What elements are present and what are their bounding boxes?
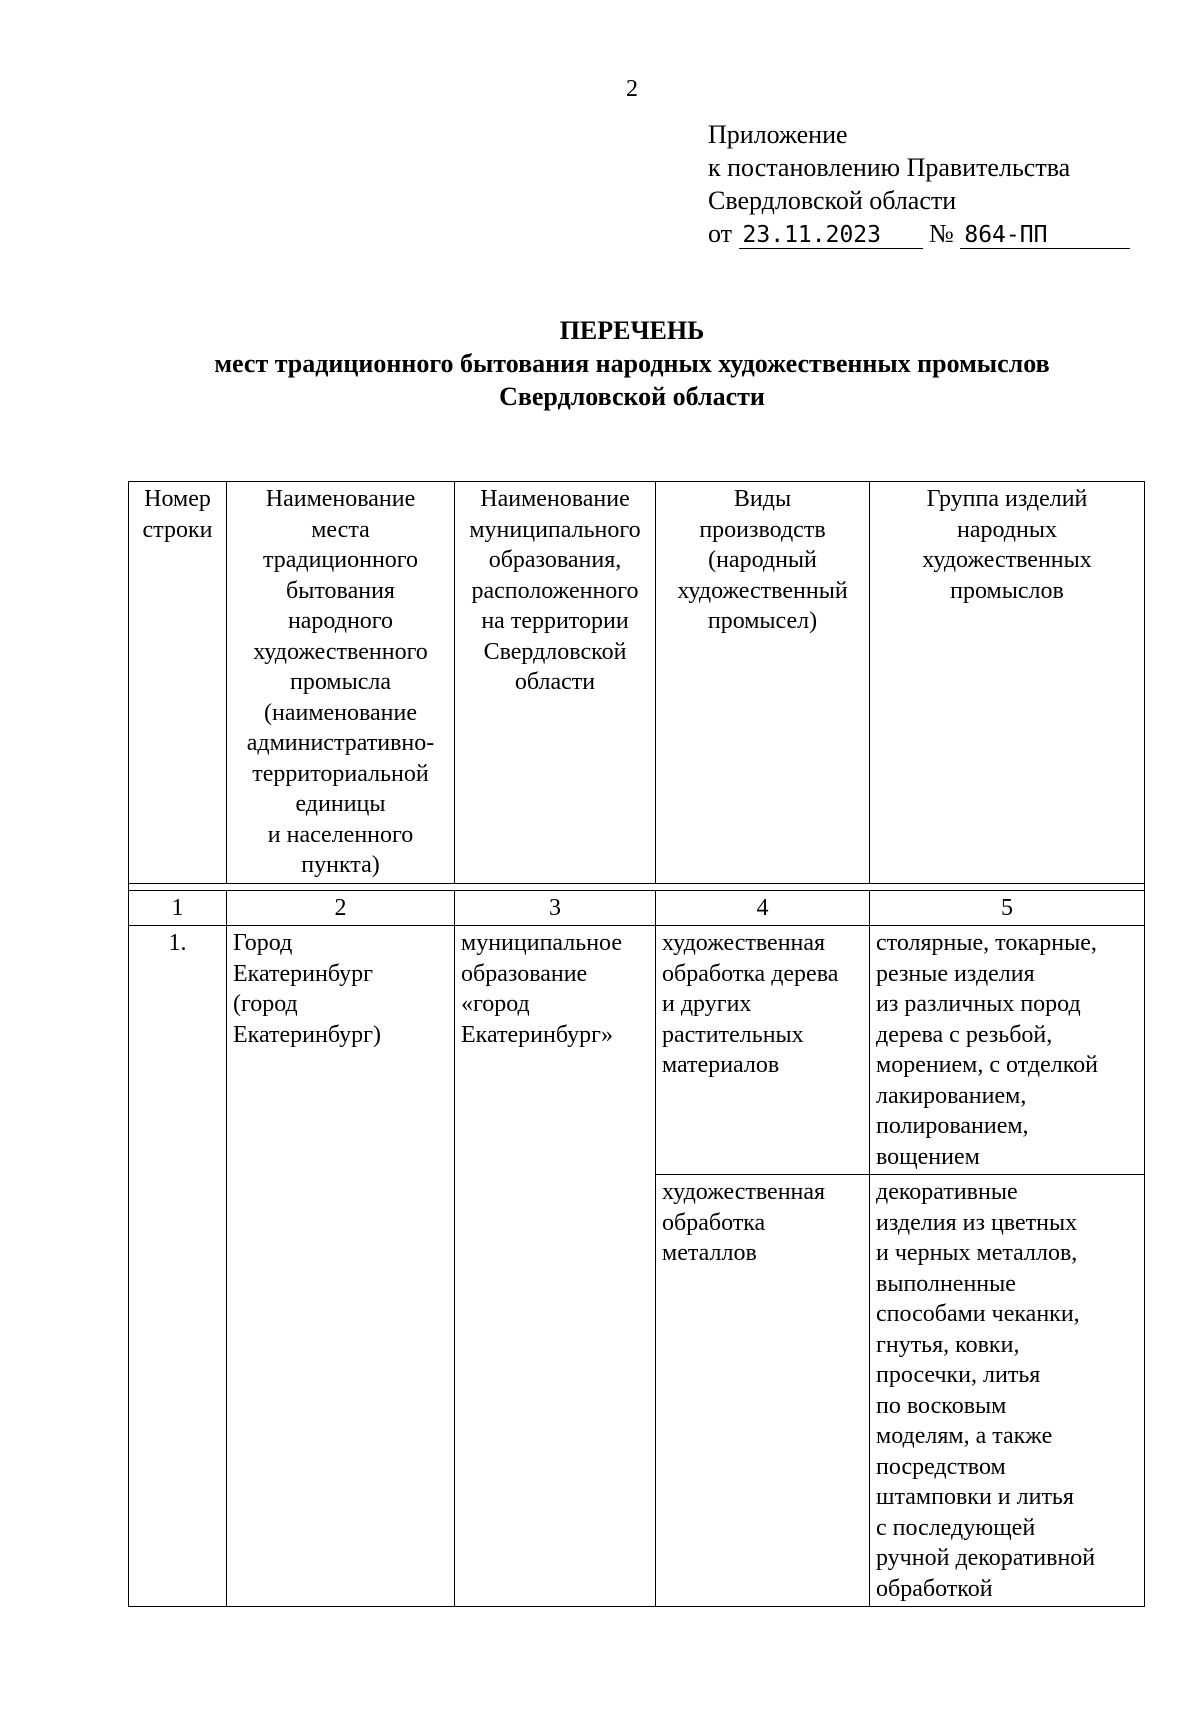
product-group-cell <box>870 1175 1145 1607</box>
header-cell-line: Наименование <box>265 486 416 512</box>
place-line: Город <box>233 930 293 956</box>
header-cell-line: традиционного <box>262 547 419 573</box>
header-cell-line: народных <box>957 516 1057 543</box>
header-cell-line: художественный <box>677 577 848 604</box>
header-cell-4 <box>656 482 870 884</box>
product-group-line: изделия из цветных <box>876 1209 1078 1236</box>
place-line: Екатеринбург) <box>233 1021 381 1048</box>
row-number-cell: 1. <box>129 926 227 1607</box>
header-cell-line: промыслов <box>950 577 1064 604</box>
product-group-line: ручной декоративной <box>876 1545 1096 1571</box>
municipality-line: образование <box>461 960 588 987</box>
document-date: 23.11.2023 <box>739 222 923 249</box>
header-cell-5 <box>870 482 1145 884</box>
product-group-line: полированием, <box>876 1113 1029 1139</box>
column-number-1: 1 <box>129 890 227 926</box>
header-cell-line: Виды <box>733 486 792 512</box>
column-number-4: 4 <box>656 890 870 926</box>
header-cell-line: Номер <box>144 486 211 512</box>
header-cell-line: на территории <box>481 608 629 634</box>
header-cell-line: Свердловской <box>483 638 627 665</box>
product-group-line: посредством <box>876 1453 1006 1480</box>
municipality-line: муниципальное <box>461 930 622 956</box>
municipality-cell <box>455 926 656 1607</box>
craft-type-cell <box>656 926 870 1175</box>
crafts-table <box>128 481 1145 1607</box>
header-cell-line: области <box>514 669 596 695</box>
product-group-line: декоративные <box>876 1179 1018 1205</box>
craft-type-line: металлов <box>662 1240 757 1266</box>
product-group-line: гнутья, ковки, <box>876 1331 1020 1358</box>
header-cell-line: расположенного <box>471 577 639 604</box>
header-cell-line: строки <box>142 516 213 543</box>
table-row <box>129 926 1145 1175</box>
craft-type-line: и других <box>662 991 752 1017</box>
product-group-line: из различных пород <box>876 991 1081 1017</box>
header-cell-line: производств <box>699 516 826 543</box>
number-label: № <box>929 219 954 248</box>
craft-type-line: растительных <box>662 1021 804 1048</box>
column-numbers-row <box>129 890 1145 926</box>
product-group-line: вощением <box>876 1143 980 1170</box>
header-cell-line: бытования <box>286 577 395 604</box>
place-line: (город <box>233 991 298 1017</box>
appendix-date-line <box>708 217 1130 250</box>
product-group-line: и черных металлов, <box>876 1240 1078 1266</box>
product-group-line: резные изделия <box>876 960 1035 987</box>
appendix-block <box>708 118 1130 250</box>
municipality-line: «город <box>461 991 530 1017</box>
header-cell-line: промысла <box>290 669 391 695</box>
product-group-line: столярные, токарные, <box>876 930 1097 956</box>
header-cell-line: территориальной <box>252 760 429 787</box>
appendix-line-2: к постановлению Правительства <box>708 153 1071 182</box>
craft-type-line: обработка <box>662 1209 766 1236</box>
header-cell-2 <box>227 482 455 884</box>
document-title <box>0 314 1200 413</box>
column-number-2: 2 <box>227 890 455 926</box>
header-cell-line: места <box>311 516 370 543</box>
craft-type-line: художественная <box>662 930 826 956</box>
municipality-line: Екатеринбург» <box>461 1021 613 1048</box>
product-group-line: способами чеканки, <box>876 1301 1080 1327</box>
place-cell <box>227 926 455 1607</box>
craft-type-cell <box>656 1175 870 1607</box>
product-group-line: лакированием, <box>876 1082 1027 1109</box>
header-cell-line: образования, <box>488 547 622 573</box>
product-group-line: дерева с резьбой, <box>876 1021 1053 1048</box>
table-header-separator <box>129 883 1145 890</box>
document-number: 864-ПП <box>960 222 1130 249</box>
product-group-line: обработкой <box>876 1575 993 1602</box>
product-group-line: по восковым <box>876 1392 1007 1419</box>
header-cell-3 <box>455 482 656 884</box>
title-heading: ПЕРЕЧЕНЬ <box>559 316 705 345</box>
product-group-line: просечки, литья <box>876 1362 1041 1388</box>
header-cell-1 <box>129 482 227 884</box>
craft-type-line: обработка дерева <box>662 960 839 987</box>
page-number: 2 <box>626 76 638 102</box>
header-cell-line: промысел) <box>707 608 818 634</box>
header-cell-line: (наименование <box>263 699 418 726</box>
header-cell-line: пункта) <box>301 852 380 878</box>
header-cell-line: Наименование <box>480 486 630 512</box>
product-group-line: моделям, а также <box>876 1423 1053 1449</box>
header-cell-line: Группа изделий <box>926 486 1088 512</box>
header-cell-line: единицы <box>295 791 386 817</box>
separator-cell <box>129 883 1145 890</box>
header-cell-line: и населенного <box>267 821 414 848</box>
title-line-2: Свердловской области <box>499 382 765 411</box>
title-line-1: мест традиционного бытования народных художественных промыслов <box>214 349 1050 378</box>
header-cell-line: художественного <box>253 638 428 665</box>
header-cell-line: (народный <box>708 547 817 573</box>
table-header-row <box>129 482 1145 884</box>
product-group-line: с последующей <box>876 1514 1036 1541</box>
from-label: от <box>708 219 733 248</box>
craft-type-line: художественная <box>662 1179 826 1205</box>
header-cell-line: народного <box>287 608 394 634</box>
header-cell-line: муниципального <box>469 516 641 543</box>
product-group-line: морением, с отделкой <box>876 1052 1098 1078</box>
header-cell-line: художественных <box>922 547 1092 573</box>
craft-type-line: материалов <box>662 1052 780 1078</box>
header-cell-line: административно- <box>246 730 435 756</box>
column-number-3: 3 <box>455 890 656 926</box>
product-group-line: выполненные <box>876 1270 1016 1297</box>
place-line: Екатеринбург <box>233 960 373 987</box>
column-number-5: 5 <box>870 890 1145 926</box>
appendix-line-3: Свердловской области <box>708 186 957 215</box>
product-group-line: штамповки и литья <box>876 1484 1074 1510</box>
appendix-line-1: Приложение <box>708 120 848 149</box>
product-group-cell <box>870 926 1145 1175</box>
